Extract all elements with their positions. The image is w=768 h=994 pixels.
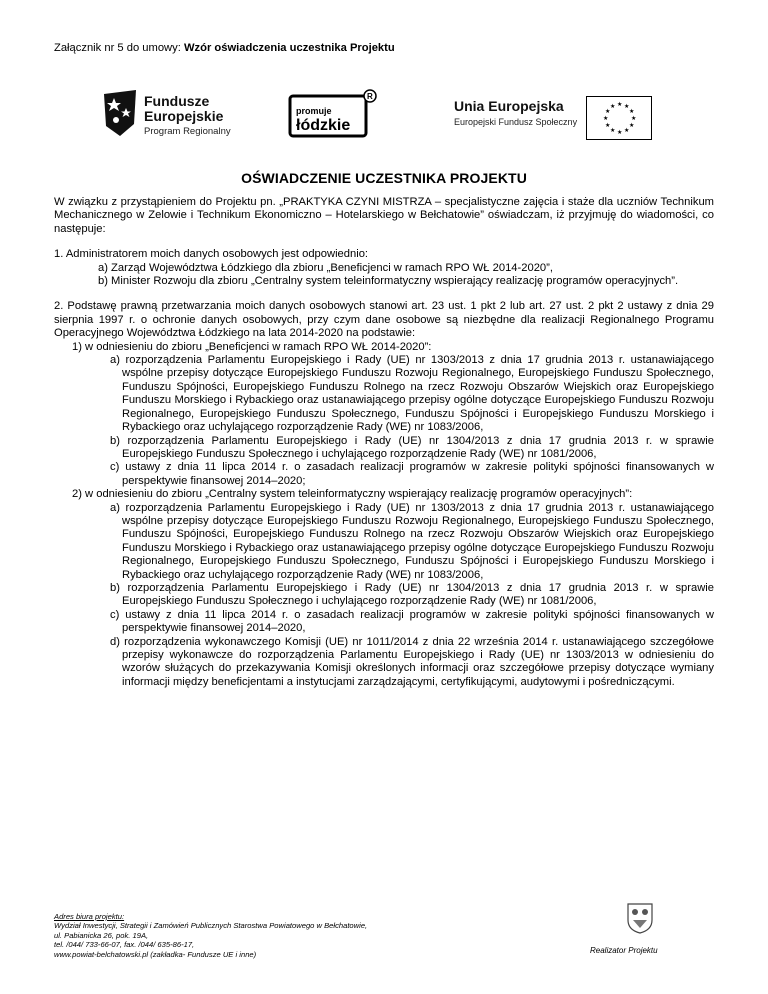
svg-text:★: ★: [617, 129, 623, 136]
fe-line1: Fundusze: [144, 93, 210, 109]
eu-flag-icon: [586, 96, 652, 140]
fe-line3: Program Regionalny: [144, 126, 231, 137]
svg-text:★: ★: [629, 108, 635, 115]
coat-of-arms-icon: [626, 902, 654, 934]
section-1-item-b: b) Minister Rozwoju dla zbioru „Centralny system teleinformatyczny wspierający realizację programów operacyjnych”.: [98, 275, 679, 288]
eu-title: Unia Europejska: [454, 98, 564, 114]
eu-text-block: [454, 98, 577, 127]
footer-line-1: Wydział Inwestycji, Strategii i Zamówień Publicznych Starostwa Powiatowego w Bełchatowie,: [54, 921, 368, 931]
svg-text:★: ★: [603, 115, 609, 122]
lodzkie-big: łódzkie: [296, 117, 351, 134]
svg-text:★: ★: [605, 122, 611, 129]
section-1-item-a: a) Zarząd Województwa Łódzkiego dla zbioru „Beneficjenci w ramach RPO WŁ 2014-2020”,: [98, 261, 553, 274]
fe-line2: Europejskie: [144, 108, 224, 124]
svg-text:★: ★: [624, 127, 630, 134]
lodzkie-logo-graphic: [288, 88, 380, 140]
footer-line-4: www.powiat-belchatowski.pl (zakładka- Fundusze UE i inne): [54, 949, 257, 959]
section-2-sub-1-item-b: b) rozporządzenia Parlamentu Europejskiego i Rady (UE) nr 1304/2013 z dnia 17 grudnia 2013 r. w sprawie Europejskiego Funduszu Społecznego i uchylającego rozporządzenie Rady (WE) nr 1081/2006,: [110, 434, 714, 460]
annex-header: [54, 42, 395, 54]
logo-bar: [0, 84, 768, 144]
svg-text:★: ★: [617, 101, 623, 108]
fundusze-europejskie-logo: [100, 88, 270, 144]
section-2-sub-1-item-a: a) rozporządzenia Parlamentu Europejskiego i Rady (UE) nr 1303/2013 z dnia 17 grudnia 2013 r. ustanawiającego wspólne przepisy dotyczące Europejskiego Funduszu Rozwoju Regionalnego, Europejskiego Funduszu Społecznego, Funduszu Spójności, Europejskiego Funduszu Rolnego na rzecz Rozwoju Obszarów Wiejskich oraz Europejskiego Funduszu Morskiego i Rybackiego oraz ustanawiającego przepisy ogólne dotyczące Europejskiego Funduszu Rozwoju Regionalnego, Europejskiego Funduszu Społecznego, Funduszu Spójności i Europejskiego Funduszu Morskiego i Rybackiego oraz uchylającego rozporządzenie Rady (WE) nr 1083/2006,: [110, 354, 714, 434]
svg-text:R: R: [367, 92, 373, 101]
footer-address: [54, 912, 367, 959]
section-2-sub-2-item-c: c) ustawy z dnia 11 lipca 2014 r. o zasadach realizacji programów w zakresie polityki spójności finansowanych w perspektywie finansowej 2014–2020,: [110, 608, 714, 635]
section-2-sub-2-item-a: a) rozporządzenia Parlamentu Europejskiego i Rady (UE) nr 1303/2013 z dnia 17 grudnia 2013 r. ustanawiającego wspólne przepisy dotyczące Europejskiego Funduszu Rozwoju Regionalnego, Europejskiego Funduszu Społecznego, Funduszu Spójności, Europejskiego Funduszu Rolnego na rzecz Rozwoju Obszarów Wiejskich oraz Europejskiego Funduszu Morskiego i Rybackiego oraz ustanawiającego przepisy ogólne dotyczące Europejskiego Funduszu Rozwoju Regionalnego, Europejskiego Funduszu Społecznego, Funduszu Spójności i Europejskiego Funduszu Morskiego i Rybackiego oraz uchylającego rozporządzenie Rady (WE) nr 1083/2006,: [110, 501, 714, 581]
svg-text:★: ★: [610, 103, 616, 110]
svg-text:★: ★: [629, 122, 635, 129]
svg-text:★: ★: [624, 103, 630, 110]
lodzkie-small: promuje: [296, 106, 332, 116]
annex-title: Wzór oświadczenia uczestnika Projektu: [183, 42, 395, 54]
page-title: OŚWIADCZENIE UCZESTNIKA PROJEKTU: [241, 170, 527, 186]
section-1-lead: 1. Administratorem moich danych osobowych jest odpowiednio:: [54, 248, 369, 261]
annex-prefix: Załącznik nr 5 do umowy:: [54, 42, 184, 54]
footer-line-2: ul. Pabianicka 26, pok. 19A,: [54, 930, 149, 940]
svg-text:★: ★: [610, 127, 616, 134]
intro-paragraph: W związku z przystąpieniem do Projektu pn. „PRAKTYKA CZYNI MISTRZA – specjalistyczne zajęcia i staże dla uczniów Technikum Mechanicznego w Zelowie i Technikum Ekonomiczno – Hotelarskiego w Bełchatowie” oświadczam, iż przyjmuję do wiadomości, co następuje:: [54, 196, 714, 235]
section-1: [54, 248, 714, 288]
fe-stars-icon: [100, 88, 140, 140]
document-body: [54, 196, 714, 689]
section-2-lead: 2. Podstawę prawną przetwarzania moich danych osobowych stanowi art. 23 ust. 1 pkt 2 lub art. 27 ust. 2 pkt 2 ustawy z dnia 29 sierpnia 1997 r. o ochronie danych osobowych, przy czym dane osobowe są niezbędne dla realizacji Regionalnego Programu Operacyjnego Województwa Łódzkiego na lata 2014-2020 na podstawie:: [54, 300, 714, 340]
section-2: [54, 300, 714, 689]
svg-text:★: ★: [605, 108, 611, 115]
section-2-sub-2-item-b: b) rozporządzenia Parlamentu Europejskiego i Rady (UE) nr 1304/2013 z dnia 17 grudnia 2013 r. w sprawie Europejskiego Funduszu Społecznego i uchylającego rozporządzenie Rady (WE) nr 1081/2006,: [110, 581, 714, 608]
realizator-label: Realizator Projektu: [590, 946, 658, 955]
svg-text:★: ★: [631, 115, 637, 122]
footer-heading: Adres biura projektu:: [54, 912, 125, 921]
promuje-lodzkie-logo: [288, 88, 380, 140]
footer-line-3: tel. /044/ 733-66-07, fax. /044/ 635-86-17,: [54, 940, 195, 950]
eu-subtitle: Europejski Fundusz Społeczny: [454, 117, 578, 127]
section-2-sub-1: 1) w odniesieniu do zbioru „Beneficjenci w ramach RPO WŁ 2014-2020”:: [72, 340, 432, 353]
section-2-sub-1-item-c: c) ustawy z dnia 11 lipca 2014 r. o zasadach realizacji programów w zakresie polityki spójności finansowanych w perspektywie finansowej 2014–2020;: [110, 461, 714, 487]
section-2-sub-2-item-d: d) rozporządzenia wykonawczego Komisji (UE) nr 1011/2014 z dnia 22 września 2014 r. ustanawiającego szczegółowe przepisy wykonawcze do rozporządzenia Parlamentu Europejskiego i Rady (UE) nr 1303/2013 w odniesieniu do wzorów służących do przekazywania Komisji określonych informacji oraz szczegółowe przepisy dotyczące wymiany informacji między beneficjentami a instytucjami zarządzającymi, certyfikującymi, audytowymi i pośredniczącymi.: [110, 635, 714, 688]
section-2-sub-2: 2) w odniesieniu do zbioru „Centralny system teleinformatyczny wspierający realizację programów operacyjnych”:: [72, 488, 633, 501]
